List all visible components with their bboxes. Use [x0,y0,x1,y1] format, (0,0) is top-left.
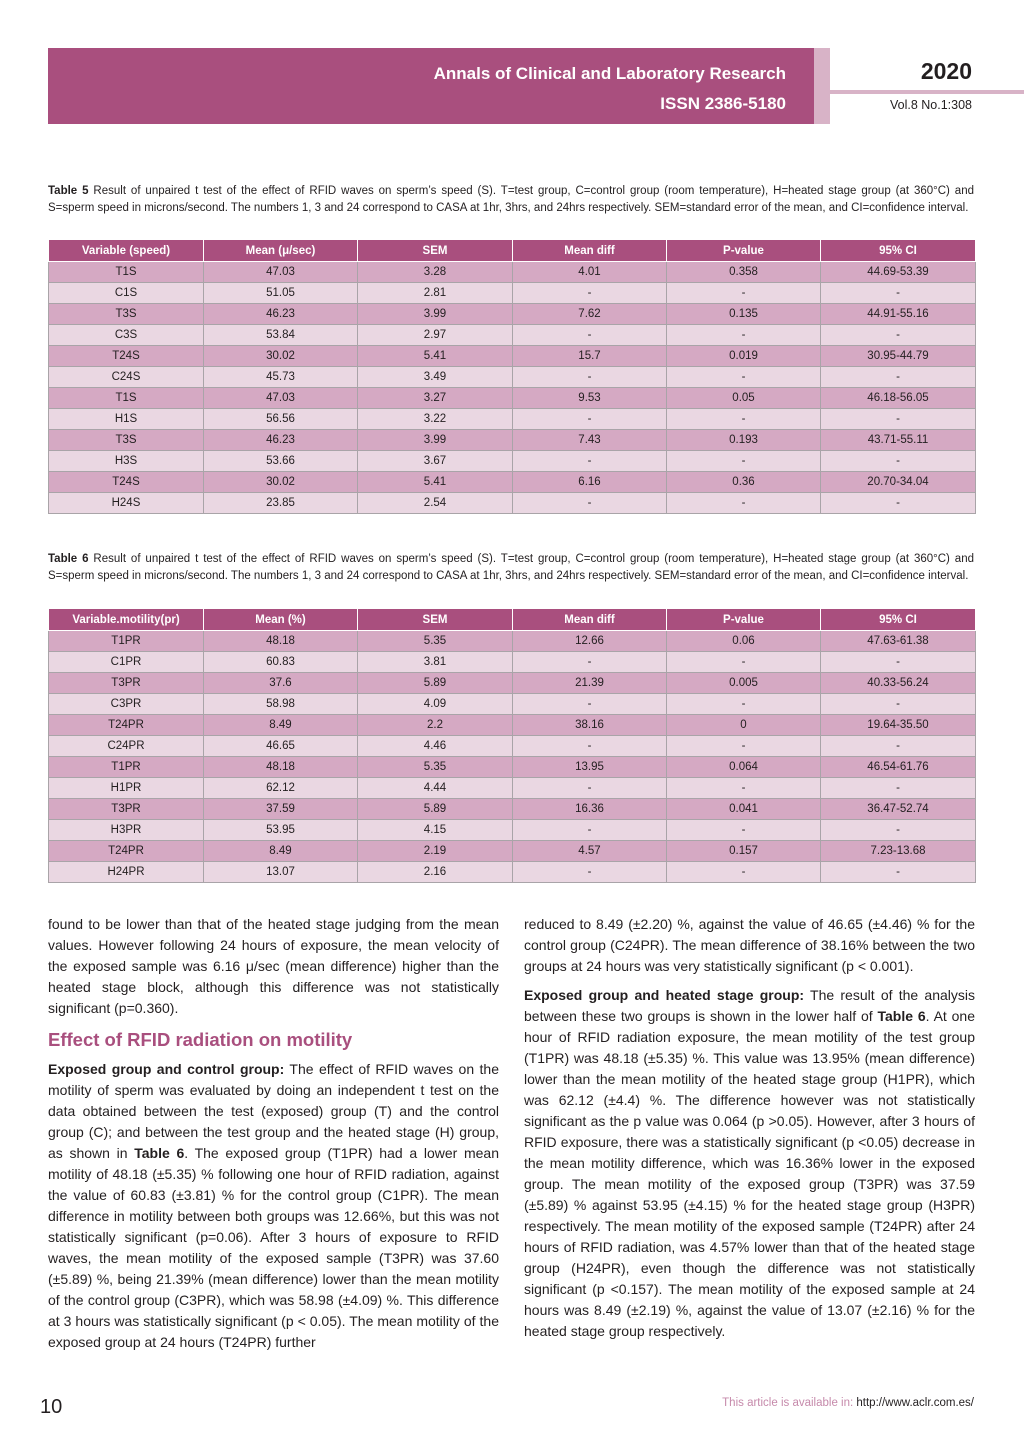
table-cell: 46.23 [204,304,358,325]
table-cell: 46.65 [204,736,358,757]
table-cell: 15.7 [513,346,667,367]
table-cell: H3PR [49,820,204,841]
table-cell: 4.57 [513,841,667,862]
table-cell: 30.02 [204,472,358,493]
table-cell: 5.89 [358,799,513,820]
table6-reference: Table 6 [134,1145,185,1161]
table-cell: - [821,325,976,346]
table-row [49,736,976,757]
table5-header-cell: P-value [667,240,821,262]
table-cell: C24S [49,367,204,388]
table-cell: - [513,283,667,304]
table-cell: C24PR [49,736,204,757]
table5-caption-text: Result of unpaired t test of the effect of RFID waves on sperm’s speed (S). T=test group, C=control group (room temperature), H=heated stage group (at 360°C) and S=sperm speed in microns/second. The numbers 1, 3 and 24 correspond to CASA at 1hr, 3hrs, and 24hrs respectively. SEM=standard error of the mean, and CI=confidence interval. [48,185,974,214]
table-cell: 30.95-44.79 [821,346,976,367]
table-cell: 3.67 [358,451,513,472]
table5 [48,239,976,514]
table-cell: 47.63-61.38 [821,631,976,652]
table-cell: 0.193 [667,430,821,451]
table-cell: 60.83 [204,652,358,673]
table5-header-row [49,240,976,262]
table-cell: 3.99 [358,304,513,325]
table-row [49,862,976,883]
table-cell: - [667,652,821,673]
table-cell: - [667,283,821,304]
table-cell: - [667,325,821,346]
table-cell: 8.49 [204,841,358,862]
table-cell: - [667,694,821,715]
table-cell: H1PR [49,778,204,799]
table-cell: 0.36 [667,472,821,493]
table-cell: 7.43 [513,430,667,451]
footer-url-link[interactable]: http://www.aclr.com.es/ [856,1397,974,1409]
table5-header-cell: Mean (μ/sec) [204,240,358,262]
table-cell: 0.157 [667,841,821,862]
table-cell: 37.6 [204,673,358,694]
table-cell: 2.81 [358,283,513,304]
table-cell: - [821,820,976,841]
table6-label: Table 6 [48,553,89,565]
table-cell: C3S [49,325,204,346]
table-cell: - [667,862,821,883]
table-cell: 3.99 [358,430,513,451]
table-cell: 62.12 [204,778,358,799]
table-cell: 2.2 [358,715,513,736]
table-cell: 5.41 [358,346,513,367]
table-cell: - [513,652,667,673]
table-cell: 47.03 [204,262,358,283]
table-cell: 40.33-56.24 [821,673,976,694]
table-cell: 37.59 [204,799,358,820]
table-cell: 45.73 [204,367,358,388]
table-cell: C1PR [49,652,204,673]
table-cell: T1PR [49,757,204,778]
table-cell: 0.019 [667,346,821,367]
table-cell: 46.23 [204,430,358,451]
right-intro-paragraph: reduced to 8.49 (±2.20) %, against the value of 46.65 (±4.46) % for the control group (C24PR). The mean difference of 38.16% between the two groups at 24 hours was very statistically significant (p < 0.001). [524,916,975,974]
table-cell: 19.64-35.50 [821,715,976,736]
table5-header-cell: 95% CI [821,240,976,262]
table6-header-cell: SEM [358,609,513,631]
table-cell: T24PR [49,715,204,736]
table-cell: 44.91-55.16 [821,304,976,325]
table-cell: 2.97 [358,325,513,346]
table-cell: - [667,451,821,472]
control-group-paragraph [48,1059,499,1353]
table-cell: - [513,325,667,346]
header-rule [830,90,1024,94]
table-cell: - [667,736,821,757]
table6-header-cell: Mean diff [513,609,667,631]
table-cell: - [667,367,821,388]
table-cell: 46.54-61.76 [821,757,976,778]
table-cell: T3PR [49,799,204,820]
table-row [49,346,976,367]
table-cell: 3.27 [358,388,513,409]
journal-issn: ISSN 2386-5180 [660,94,786,113]
table-row [49,799,976,820]
table-cell: 0.05 [667,388,821,409]
table-cell: 20.70-34.04 [821,472,976,493]
footer-lead: This article is available in: [722,1397,857,1409]
table-cell: 0.135 [667,304,821,325]
table-row [49,262,976,283]
table-cell: - [513,778,667,799]
control-group-heading: Exposed group and control group: [48,1061,285,1077]
table-cell: 53.95 [204,820,358,841]
table-cell: 5.41 [358,472,513,493]
table-cell: 3.81 [358,652,513,673]
heated-text-2: . At one hour of RFID radiation exposure, the mean motility of the test group (T1PR) was 48.18 (±5.35) %. This value was 13.95% (mean difference) lower than the mean motility of the heated stage group (H1PR), which was 62.12 (±4.4) %. The difference however was not statistically significant as the p value was 0.064 (p >0.05). However, after 3 hours of RFID exposure, there was a statistically significant (p <0.05) decrease in the mean motility difference, which was 16.36% lower in the exposed group. The mean motility of the exposed group (T3PR) was 37.59 (±5.89) % against 53.95 (±4.15) % for the heated stage group (H3PR) respectively. The mean motility of the exposed sample (T24PR) after 24 hours of RFID radiation, was 4.57% lower than that of the heated stage group (H24PR), even though the difference was not statistically significant (p <0.157). The mean motility of the exposed sample at 24 hours was 8.49 (±2.19) %, against the value of 13.07 (±2.16) % for the heated stage group respectively. [524,1008,975,1339]
table-cell: 7.23-13.68 [821,841,976,862]
table-row [49,493,976,514]
table-cell: 2.19 [358,841,513,862]
table-cell: T24S [49,472,204,493]
table-cell: - [513,736,667,757]
table-cell: H3S [49,451,204,472]
control-text-2: . The exposed group (T1PR) had a lower mean motility of 48.18 (±5.35) % following one hour of RFID radiation, against the value of 60.83 (±3.81) % for the control group (C1PR). The mean difference in motility between both groups was 12.66%, but this was not statistically significant (p=0.06). After 3 hours of exposure to RFID waves, the mean motility of the exposed sample (T3PR) was 37.60 (±5.89) %, being 21.39% (mean difference) lower than the mean motility of the control group (C3PR), which was 58.98 (±4.09) %. This difference at 3 hours was statistically significant (p < 0.05). The mean motility of the exposed group at 24 hours (T24PR) further [48,1145,500,1350]
table-cell: T3S [49,430,204,451]
table-row [49,451,976,472]
table-cell: T1S [49,262,204,283]
table6-header-cell: Mean (%) [204,609,358,631]
table-row [49,841,976,862]
control-text-1: The effect of RFID waves on the motility of sperm was evaluated by doing an independent t test on the data obtained between the test (exposed) group (T) and the control group (C); and between the test group and the heated stage (H) group, as shown in [48,1061,499,1161]
table-row [49,820,976,841]
footer-availability [722,1397,974,1409]
table-cell: 46.18-56.05 [821,388,976,409]
table-cell: T24PR [49,841,204,862]
table-cell: - [513,493,667,514]
table-cell: 2.16 [358,862,513,883]
table-cell: 56.56 [204,409,358,430]
table-row [49,283,976,304]
table-cell: - [821,778,976,799]
table6-header-cell: Variable.motility(pr) [49,609,204,631]
table-cell: 3.49 [358,367,513,388]
table-row [49,715,976,736]
table-row [49,430,976,451]
table-cell: 44.69-53.39 [821,262,976,283]
table-cell: 48.18 [204,757,358,778]
heated-text-1: The result of the analysis between these two groups is shown in the lower half of [524,987,975,1024]
table-cell: 4.15 [358,820,513,841]
table-cell: - [513,694,667,715]
table-cell: - [821,493,976,514]
left-column [48,914,499,1353]
table5-header-cell: Variable (speed) [49,240,204,262]
table-cell: 4.46 [358,736,513,757]
table-row [49,778,976,799]
table-cell: 5.35 [358,757,513,778]
table-cell: H24PR [49,862,204,883]
table-cell: 53.84 [204,325,358,346]
table-cell: 4.01 [513,262,667,283]
table-row [49,388,976,409]
table-cell: 0.358 [667,262,821,283]
table-cell: 7.62 [513,304,667,325]
table-cell: 3.22 [358,409,513,430]
table6-caption [48,551,974,585]
table5-label: Table 5 [48,185,89,197]
table-cell: T3PR [49,673,204,694]
left-intro-paragraph: found to be lower than that of the heated stage judging from the mean values. However following 24 hours of exposure, the mean velocity of the exposed sample was 6.16 μ/sec (mean difference) higher than the heated stage block, although this difference was not statistically significant (p=0.360). [48,916,499,1016]
table-cell: 3.28 [358,262,513,283]
table-cell: - [513,367,667,388]
table6-header-row [49,609,976,631]
table-cell: 58.98 [204,694,358,715]
volume-issue: Vol.8 No.1:308 [889,98,972,112]
table-cell: 53.66 [204,451,358,472]
table-cell: 12.66 [513,631,667,652]
table6 [48,608,976,883]
table-cell: 8.49 [204,715,358,736]
table-cell: - [821,694,976,715]
table5-header-cell: Mean diff [513,240,667,262]
table-row [49,673,976,694]
table-cell: 48.18 [204,631,358,652]
table-cell: T1PR [49,631,204,652]
table-cell: 0.064 [667,757,821,778]
table-row [49,325,976,346]
table-row [49,472,976,493]
table-cell: 23.85 [204,493,358,514]
table-cell: - [821,652,976,673]
table6-reference-right: Table 6 [877,1008,926,1024]
table-cell: - [821,736,976,757]
table-cell: 4.44 [358,778,513,799]
table-cell: 36.47-52.74 [821,799,976,820]
table-cell: - [513,862,667,883]
table-cell: - [513,820,667,841]
table-cell: 13.95 [513,757,667,778]
publication-year: 2020 [920,58,972,84]
table-cell: C1S [49,283,204,304]
table-cell: 5.89 [358,673,513,694]
table-cell: T1S [49,388,204,409]
table-row [49,367,976,388]
table-cell: 0.06 [667,631,821,652]
table-cell: 30.02 [204,346,358,367]
table-cell: - [821,409,976,430]
table-cell: - [821,283,976,304]
table-cell: - [821,367,976,388]
table-cell: 51.05 [204,283,358,304]
table-cell: 6.16 [513,472,667,493]
table6-header-cell: P-value [667,609,821,631]
table6-caption-text: Result of unpaired t test of the effect of RFID waves on sperm’s speed (S). T=test group, C=control group (room temperature), H=heated stage group (at 360°C) and S=sperm speed in microns/second. The numbers 1, 3 and 24 correspond to CASA at 1hr, 3hrs, and 24hrs respectively. SEM=standard error of the mean, and CI=confidence interval. [48,553,974,582]
table-cell: 13.07 [204,862,358,883]
table-cell: 4.09 [358,694,513,715]
table-cell: 47.03 [204,388,358,409]
table-row [49,631,976,652]
table-cell: - [821,451,976,472]
table-cell: 0.041 [667,799,821,820]
table-row [49,304,976,325]
table-cell: - [821,862,976,883]
table-row [49,694,976,715]
table-cell: 2.54 [358,493,513,514]
table-cell: - [667,493,821,514]
table-row [49,409,976,430]
table5-caption [48,183,974,217]
table-cell: H1S [49,409,204,430]
journal-title: Annals of Clinical and Laboratory Research [433,64,786,83]
heated-stage-paragraph [524,985,975,1342]
table-row [49,757,976,778]
table5-header-cell: SEM [358,240,513,262]
heated-stage-heading: Exposed group and heated stage group: [524,987,805,1003]
table-cell: 21.39 [513,673,667,694]
table-cell: H24S [49,493,204,514]
table-cell: T24S [49,346,204,367]
table-cell: 38.16 [513,715,667,736]
table-cell: - [667,409,821,430]
table-cell: 16.36 [513,799,667,820]
table-cell: C3PR [49,694,204,715]
header-stripe [814,48,830,124]
table-cell: - [667,820,821,841]
table-cell: T3S [49,304,204,325]
right-column [524,914,975,1342]
table6-header-cell: 95% CI [821,609,976,631]
page-number: 10 [40,1396,63,1418]
table-cell: 0 [667,715,821,736]
table-cell: - [513,409,667,430]
section-heading: Effect of RFID radiation on motility [48,1029,353,1050]
table-cell: - [667,778,821,799]
table-cell: 5.35 [358,631,513,652]
table-cell: 0.005 [667,673,821,694]
table-cell: 43.71-55.11 [821,430,976,451]
table-row [49,652,976,673]
table-cell: - [513,451,667,472]
table-cell: 9.53 [513,388,667,409]
